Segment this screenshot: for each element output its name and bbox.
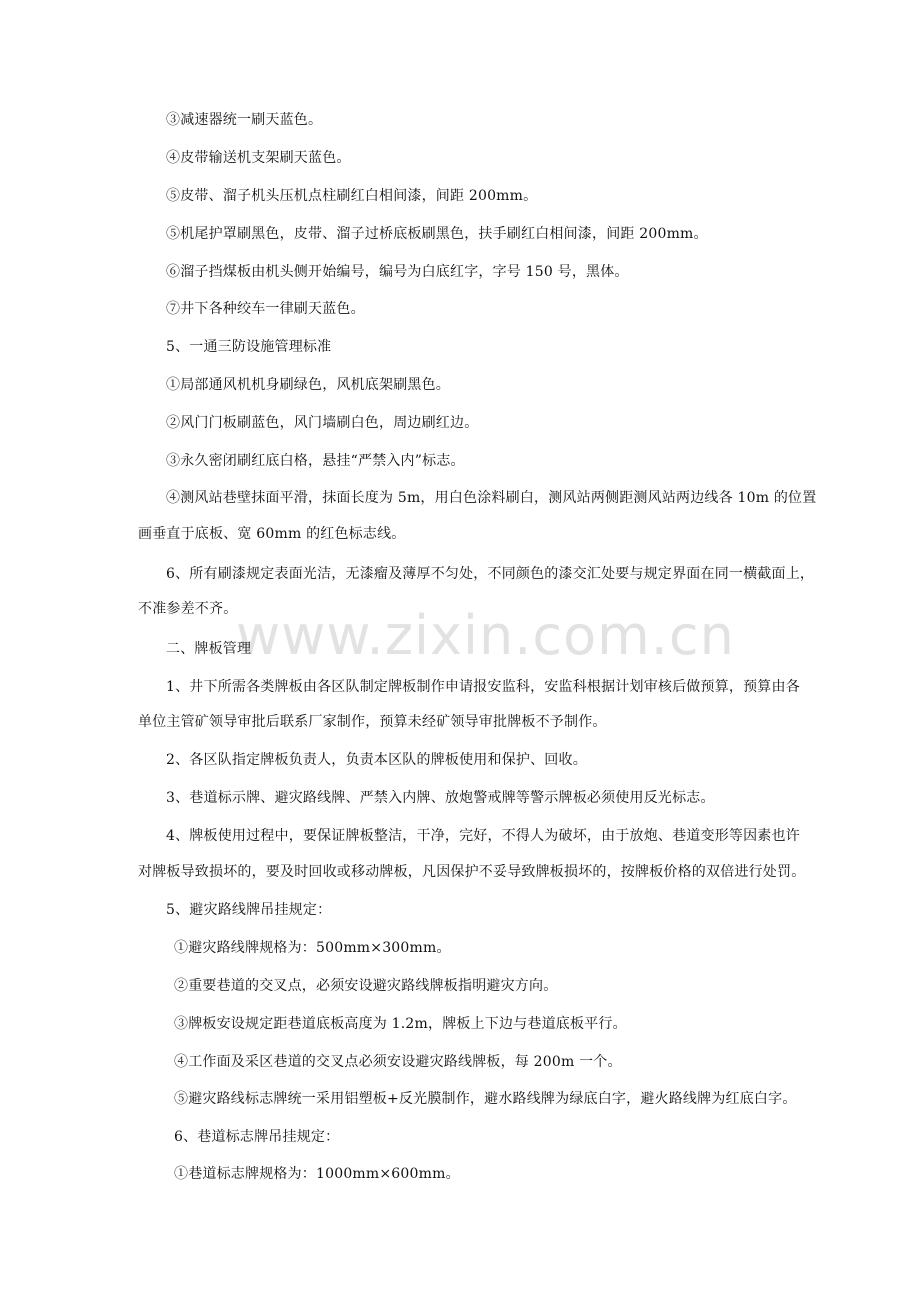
paragraph-line: ⑤避灾路线标志牌统一采用铝塑板+反光膜制作，避水路线牌为绿底白字，避火路线牌为红底白字。 bbox=[174, 1091, 797, 1107]
paragraph-line: ①避灾路线牌规格为：500mm×300mm。 bbox=[174, 940, 451, 956]
paragraph-line: 对牌板导致损坏的，要及时回收或移动牌板，凡因保护不妥导致牌板损坏的，按牌板价格的双倍进行处罚。 bbox=[138, 864, 806, 880]
paragraph-line: ④测风站巷壁抹面平滑，抹面长度为 5m，用白色涂料刷白，测风站两侧距测风站两边线各 10m 的位置 bbox=[166, 490, 817, 506]
paragraph-line: 4、牌板使用过程中，要保证牌板整洁，干净，完好，不得人为破坏，由于放炮、巷道变形等因素也许 bbox=[166, 828, 800, 844]
paragraph-line: 6、所有刷漆规定表面光洁，无漆瘤及薄厚不匀处，不同颜色的漆交汇处要与规定界面在同一横截面上， bbox=[166, 566, 815, 582]
paragraph-line: ⑥溜子挡煤板由机头侧开始编号，编号为白底红字，字号 150 号，黑体。 bbox=[166, 264, 629, 280]
paragraph-line: 单位主管矿领导审批后联系厂家制作，预算未经矿领导审批牌板不予制作。 bbox=[138, 714, 607, 730]
paragraph-line: 5、避灾路线牌吊挂规定： bbox=[166, 902, 332, 918]
paragraph-line: 1、井下所需各类牌板由各区队制定牌板制作申请报安监科，安监科根据计划审核后做预算，预算由各 bbox=[166, 679, 800, 695]
paragraph-line: 不准参差不齐。 bbox=[138, 601, 238, 617]
paragraph-line: ⑤皮带、溜子机头压机点柱刷红白相间漆，间距 200mm。 bbox=[166, 188, 538, 204]
paragraph-line: ④工作面及采区巷道的交叉点必须安设避灾路线牌板，每 200m 一个。 bbox=[174, 1054, 622, 1070]
paragraph-line: 画垂直于底板、宽 60mm 的红色标志线。 bbox=[138, 526, 406, 542]
paragraph-line: 6、巷道标志牌吊挂规定： bbox=[174, 1129, 340, 1145]
paragraph-line: 3、巷道标示牌、避灾路线牌、严禁入内牌、放炮警戒牌等警示牌板必须使用反光标志。 bbox=[166, 790, 715, 806]
watermark: www.zixin.com.cn bbox=[236, 604, 735, 667]
section-heading: 二、牌板管理 bbox=[166, 641, 252, 657]
section-heading: 5、一通三防设施管理标准 bbox=[166, 339, 332, 355]
paragraph-line: ③减速器统一刷天蓝色。 bbox=[166, 112, 323, 128]
paragraph-line: ②重要巷道的交叉点，必须安设避灾路线牌板指明避灾方向。 bbox=[174, 978, 558, 994]
paragraph-line: ④皮带输送机支架刷天蓝色。 bbox=[166, 150, 351, 166]
paragraph-line: ③牌板安设规定距巷道底板高度为 1.2m，牌板上下边与巷道底板平行。 bbox=[174, 1016, 627, 1032]
paragraph-line: ①巷道标志牌规格为：1000mm×600mm。 bbox=[174, 1166, 460, 1182]
paragraph-line: ②风门门板刷蓝色，风门墙刷白色，周边刷红边。 bbox=[166, 415, 479, 431]
paragraph-line: ⑤机尾护罩刷黑色，皮带、溜子过桥底板刷黑色，扶手刷红白相间漆，间距 200mm。 bbox=[166, 226, 708, 242]
paragraph-line: ①局部通风机机身刷绿色，风机底架刷黑色。 bbox=[166, 377, 450, 393]
paragraph-line: ⑦井下各种绞车一律刷天蓝色。 bbox=[166, 301, 365, 317]
paragraph-line: ③永久密闭刷红底白格，悬挂“严禁入内”标志。 bbox=[166, 453, 465, 469]
paragraph-line: 2、各区队指定牌板负责人，负责本区队的牌板使用和保护、回收。 bbox=[166, 752, 587, 768]
